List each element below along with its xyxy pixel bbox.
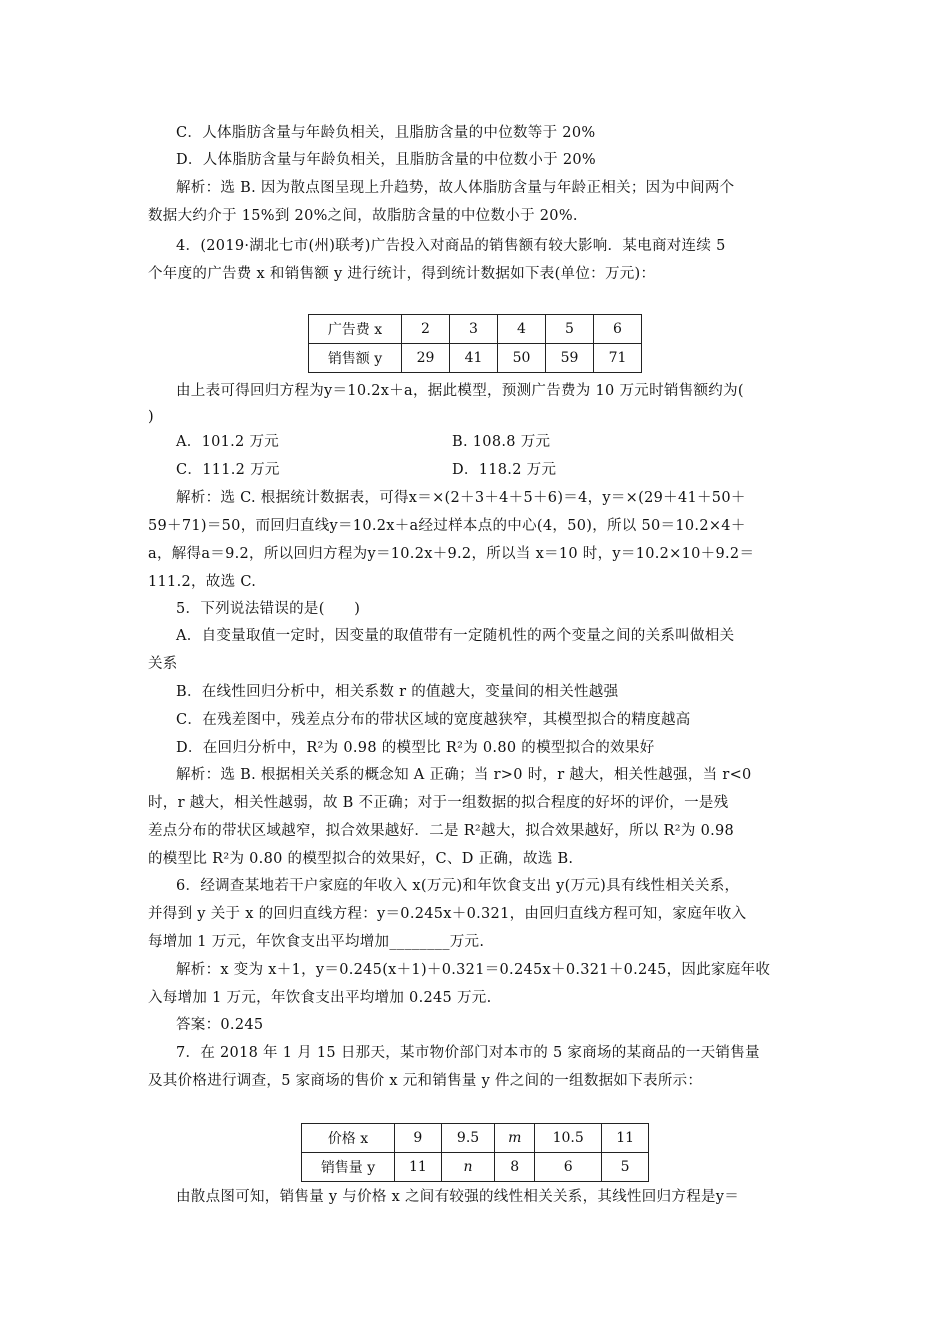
- table-cell: 11: [395, 1153, 442, 1182]
- table-cell: 销售额 y: [309, 344, 402, 373]
- option-c-q3: C．人体脂肪含量与年龄负相关，且脂肪含量的中位数等于 20%: [176, 125, 596, 141]
- option-a-q5-line2: 关系: [148, 656, 178, 672]
- table-cell: 11: [602, 1124, 649, 1153]
- table-cell: 5: [602, 1153, 649, 1182]
- analysis-q5-line3: 差点分布的带状区域越窄，拟合效果越好．二是 R²越大，拟合效果越好，所以 R²为 0.98: [148, 823, 735, 839]
- analysis-q5-line1: 解析：选 B. 根据相关关系的概念知 A 正确；当 r>0 时，r 越大，相关性越强，当 r<0: [176, 767, 752, 783]
- table-cell: 9.5: [441, 1124, 495, 1153]
- analysis-q6-line2: 入每增加 1 万元，年饮食支出平均增加 0.245 万元.: [148, 990, 492, 1006]
- table-cell: 6: [535, 1153, 602, 1182]
- option-c-q4: C．111.2 万元: [176, 462, 280, 478]
- question-7-line1: 7．在 2018 年 1 月 15 日那天，某市物价部门对本市的 5 家商场的某商品的一天销售量: [176, 1045, 760, 1061]
- option-c-q5: C．在残差图中，残差点分布的带状区域的宽度越狭窄，其模型拟合的精度越高: [176, 712, 691, 728]
- table-cell: 销售量 y: [302, 1153, 395, 1182]
- answer-q6: 答案：0.245: [176, 1017, 264, 1033]
- table-cell: 59: [546, 344, 594, 373]
- table-row: [309, 315, 642, 344]
- option-a-q4: A．101.2 万元: [176, 434, 280, 450]
- table-cell: 8: [495, 1153, 535, 1182]
- option-a-q5-line1: A．自变量取值一定时，因变量的取值带有一定随机性的两个变量之间的关系叫做相关: [176, 628, 735, 644]
- analysis-q5-line4: 的模型比 R²为 0.80 的模型拟合的效果好，C、D 正确，故选 B.: [148, 851, 574, 867]
- question-6-line1: 6．经调查某地若干户家庭的年收入 x(万元)和年饮食支出 y(万元)具有线性相关关系，: [176, 878, 740, 894]
- option-d-q4: D．118.2 万元: [452, 462, 557, 478]
- analysis-q4-line3: a，解得a＝9.2，所以回归方程为y＝10.2x＋9.2，所以当 x＝10 时，y＝10.2×10＋9.2＝: [148, 546, 755, 562]
- table-row: [302, 1153, 649, 1182]
- question-7-line2: 及其价格进行调查，5 家商场的售价 x 元和销售量 y 件之间的一组数据如下表所示：: [148, 1073, 703, 1089]
- ad-sales-table: [308, 314, 642, 373]
- question-4-line3: 由上表可得回归方程为y＝10.2x＋a，据此模型，预测广告费为 10 万元时销售额约为(: [176, 383, 744, 399]
- price-sales-table: [301, 1123, 649, 1182]
- analysis-q3-line1: 解析：选 B. 因为散点图呈现上升趋势，故人体脂肪含量与年龄正相关；因为中间两个: [176, 180, 735, 196]
- table-cell: 广告费 x: [309, 315, 402, 344]
- table-cell: 50: [498, 344, 546, 373]
- table-cell: 29: [402, 344, 450, 373]
- option-b-q5: B．在线性回归分析中，相关系数 r 的值越大，变量间的相关性越强: [176, 684, 619, 700]
- table-cell: 41: [450, 344, 498, 373]
- analysis-q4-line1: 解析：选 C. 根据统计数据表，可得x＝×(2＋3＋4＋5＋6)＝4，y＝×(29＋41＋50＋: [176, 490, 746, 506]
- question-4-line2: 个年度的广告费 x 和销售额 y 进行统计，得到统计数据如下表(单位：万元)：: [148, 266, 656, 282]
- table-cell: 4: [498, 315, 546, 344]
- table-cell: 6: [594, 315, 642, 344]
- option-d-q5: D．在回归分析中，R²为 0.98 的模型比 R²为 0.80 的模型拟合的效果好: [176, 740, 655, 756]
- question-6-line2: 并得到 y 关于 x 的回归直线方程：y＝0.245x＋0.321，由回归直线方程可知，家庭年收入: [148, 906, 747, 922]
- analysis-q3-line2: 数据大约介于 15%到 20%之间，故脂肪含量的中位数小于 20%.: [148, 208, 578, 224]
- question-7-line3: 由散点图可知，销售量 y 与价格 x 之间有较强的线性相关关系，其线性回归方程是y＝: [176, 1189, 740, 1205]
- question-5-stem: 5．下列说法错误的是( ): [176, 601, 361, 617]
- analysis-q6-line1: 解析：x 变为 x＋1，y＝0.245(x＋1)＋0.321＝0.245x＋0.321＋0.245，因此家庭年收: [176, 962, 771, 978]
- table-cell: 价格 x: [302, 1124, 395, 1153]
- table-row: [309, 344, 642, 373]
- table-cell: 3: [450, 315, 498, 344]
- option-d-q3: D．人体脂肪含量与年龄负相关，且脂肪含量的中位数小于 20%: [176, 152, 596, 168]
- table-cell: 71: [594, 344, 642, 373]
- analysis-q5-line2: 时，r 越大，相关性越弱，故 B 不正确；对于一组数据的拟合程度的好坏的评价，一是残: [148, 795, 729, 811]
- question-6-line3: 每增加 1 万元，年饮食支出平均增加________万元.: [148, 934, 485, 950]
- table-cell: 2: [402, 315, 450, 344]
- question-4-line4: ): [148, 409, 154, 425]
- table-cell: n: [441, 1153, 495, 1182]
- table-cell: 5: [546, 315, 594, 344]
- table-row: [302, 1124, 649, 1153]
- question-4-line1: 4．(2019·湖北七市(州)联考)广告投入对商品的销售额有较大影响．某电商对连续 5: [176, 238, 726, 254]
- analysis-q4-line2: 59＋71)＝50，而回归直线y＝10.2x＋a经过样本点的中心(4，50)，所以 50＝10.2×4＋: [148, 518, 746, 534]
- option-b-q4: B. 108.8 万元: [452, 434, 551, 450]
- table-cell: 10.5: [535, 1124, 602, 1153]
- table-cell: m: [495, 1124, 535, 1153]
- analysis-q4-line4: 111.2，故选 C.: [148, 574, 257, 590]
- table-cell: 9: [395, 1124, 442, 1153]
